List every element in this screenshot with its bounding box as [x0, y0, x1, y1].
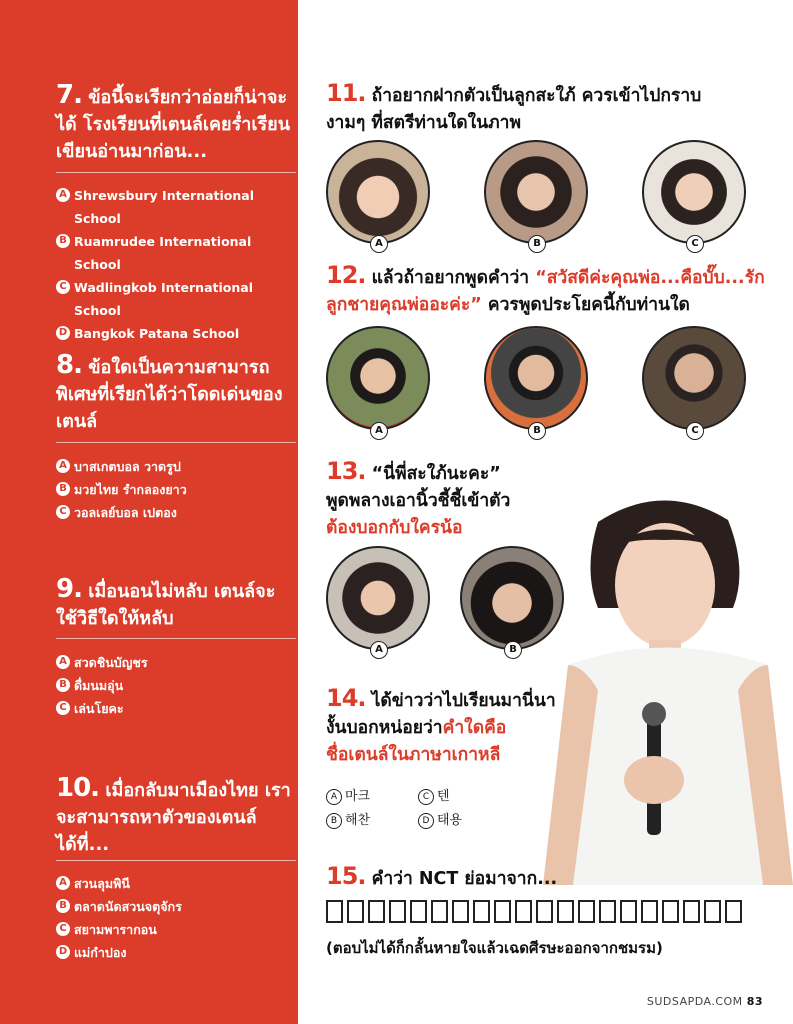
answer-box[interactable] — [515, 900, 532, 923]
question-9 — [56, 576, 291, 632]
photo-woman-b — [484, 140, 588, 244]
question-quote: “สวัสดีค่ะคุณพ่อ...คือบั๊บ...รักลูกชายคุณพ่ออะค่ะ” — [326, 268, 765, 315]
question-number: 13. — [326, 457, 366, 485]
option-text: มวยไทย รำกลองยาว — [74, 482, 187, 497]
option-text: 해찬 — [345, 813, 371, 828]
question-title: คำว่า NCT ย่อมาจาก... — [371, 869, 558, 889]
answer-box[interactable] — [557, 900, 574, 923]
answer-box[interactable] — [389, 900, 406, 923]
question-line: งั้นบอกหน่อยว่า — [326, 718, 443, 738]
answer-box[interactable] — [725, 900, 742, 923]
question-title: เมื่อนอนไม่หลับ เตนล์จะใช้วิธีใดให้หลับ — [56, 581, 276, 629]
option-letter: D — [418, 813, 434, 829]
option-letter: B — [56, 678, 70, 692]
option — [56, 501, 296, 524]
option-text: Ruamrudee International School — [74, 234, 252, 272]
option-letter: D — [56, 945, 70, 959]
option-text: 태용 — [437, 813, 463, 828]
question-title: ถ้าอยากฝากตัวเป็นลูกสะใภ้ ควรเข้าไปกราบงามๆ ที่สตรีท่านใดในภาพ — [326, 86, 702, 133]
question-number: 10. — [56, 773, 100, 803]
question-15-note: (ตอบไม่ได้ก็กลั้นหายใจแล้วเฉดศีรษะออกจากชมรม) — [326, 939, 663, 957]
question-7 — [56, 82, 291, 165]
option — [326, 785, 370, 805]
answer-label: B — [528, 235, 546, 253]
question-11 — [326, 80, 736, 137]
site-name: SUDSAPDA.COM — [646, 995, 743, 1008]
divider — [56, 172, 296, 173]
options-7 — [56, 184, 296, 345]
question-number: 9. — [56, 574, 82, 604]
photo-man-b — [484, 326, 588, 430]
options-10 — [56, 872, 296, 964]
option — [418, 809, 462, 829]
question-15 — [326, 863, 746, 893]
options-9 — [56, 651, 296, 720]
page-number: 83 — [746, 995, 763, 1008]
question-number: 14. — [326, 684, 366, 712]
answer-label: C — [686, 235, 704, 253]
option-text: แม่กำปอง — [74, 945, 127, 960]
options-8 — [56, 455, 296, 524]
option — [56, 941, 296, 964]
answer-label: C — [686, 422, 704, 440]
question-line: พูดพลางเอานิ้วชี้ชี้เข้าตัว — [326, 491, 511, 511]
option — [56, 184, 296, 230]
answer-box[interactable] — [368, 900, 385, 923]
question-title: เมื่อกลับมาเมืองไทย เราจะสามารถหาตัวของเตนล์ได้ที่... — [56, 780, 291, 855]
answer-box[interactable] — [704, 900, 721, 923]
option — [56, 872, 296, 895]
option-letter: A — [56, 459, 70, 473]
option-text: เล่นโยคะ — [74, 701, 124, 716]
question-title: ข้อใดเป็นความสามารถพิเศษที่เรียกได้ว่าโดดเด่นของเตนล์ — [56, 357, 283, 432]
answer-box[interactable] — [410, 900, 427, 923]
answer-label: A — [370, 641, 388, 659]
question-line-highlight: คำใดคือ — [442, 718, 507, 738]
answer-box[interactable] — [662, 900, 679, 923]
option-letter: A — [56, 188, 70, 202]
option-letter: B — [56, 899, 70, 913]
photo-boy-a — [326, 326, 430, 430]
option — [56, 276, 296, 322]
option-text: ดื่มนมอุ่น — [74, 678, 124, 693]
option — [326, 809, 370, 829]
option-text: สวนลุมพินี — [74, 876, 130, 891]
option-text: ตลาดนัดสวนจตุจักร — [74, 899, 182, 914]
page-footer — [647, 995, 763, 1008]
option — [56, 455, 296, 478]
question-number: 15. — [326, 862, 366, 890]
option-letter: C — [56, 701, 70, 715]
answer-box[interactable] — [494, 900, 511, 923]
option-text: สยามพารากอน — [74, 922, 157, 937]
option-text: บาสเกตบอล วาดรูป — [74, 459, 181, 474]
answer-label: A — [370, 422, 388, 440]
answer-box[interactable] — [683, 900, 700, 923]
option — [56, 322, 296, 345]
option — [56, 230, 296, 276]
option-text: วอลเลย์บอล เปตอง — [74, 505, 177, 520]
option — [56, 651, 296, 674]
question-14 — [326, 685, 566, 769]
option — [56, 918, 296, 941]
question-number: 12. — [326, 261, 366, 289]
answer-label: A — [370, 235, 388, 253]
option-text: สวดชินบัญชร — [74, 655, 148, 670]
question-text-end: ควรพูดประโยคนี้กับท่านใด — [487, 295, 690, 315]
option-letter: A — [56, 876, 70, 890]
option-letter: D — [56, 326, 70, 340]
option-letter: B — [326, 813, 342, 829]
question-number: 8. — [56, 350, 82, 380]
answer-boxes — [326, 900, 742, 923]
option — [56, 697, 296, 720]
question-12 — [326, 262, 766, 319]
option-text: Shrewsbury International School — [74, 188, 255, 226]
answer-box[interactable] — [326, 900, 343, 923]
divider — [56, 860, 296, 861]
answer-label: B — [504, 641, 522, 659]
option — [56, 674, 296, 697]
option-text: Bangkok Patana School — [74, 326, 240, 341]
option-letter: A — [56, 655, 70, 669]
answer-box[interactable] — [347, 900, 364, 923]
option — [56, 895, 296, 918]
question-number: 11. — [326, 79, 366, 107]
option-letter: C — [56, 922, 70, 936]
answer-box[interactable] — [641, 900, 658, 923]
option-letter: A — [326, 789, 342, 805]
left-column — [0, 0, 298, 1024]
answer-box[interactable] — [452, 900, 469, 923]
answer-box[interactable] — [431, 900, 448, 923]
question-line-highlight: ต้องบอกกับใครน้อ — [326, 518, 463, 538]
option-letter: B — [56, 482, 70, 496]
option — [56, 478, 296, 501]
question-10 — [56, 775, 291, 858]
option-letter: C — [56, 280, 70, 294]
photo-performer — [543, 490, 793, 885]
divider — [56, 442, 296, 443]
question-title: ข้อนี้จะเรียกว่าอ่อยก็น่าจะได้ โรงเรียนที่เตนล์เคยร่ำเรียนเขียนอ่านมาก่อน... — [56, 87, 291, 162]
option-text: Wadlingkob International School — [74, 280, 253, 318]
question-line: ได้ข่าวว่าไปเรียนมานี่นา — [371, 691, 556, 711]
photo-girl-a — [326, 546, 430, 650]
option-text: 텐 — [437, 789, 450, 804]
answer-box[interactable] — [578, 900, 595, 923]
answer-box[interactable] — [473, 900, 490, 923]
option-letter: C — [418, 789, 434, 805]
divider — [56, 638, 296, 639]
option-letter: C — [56, 505, 70, 519]
question-8 — [56, 352, 291, 435]
photo-woman-hanbok — [326, 140, 430, 244]
question-line-highlight: ชื่อเตนล์ในภาษาเกาหลี — [326, 745, 501, 765]
answer-box[interactable] — [620, 900, 637, 923]
question-text: แล้วถ้าอยากพูดคำว่า — [371, 268, 530, 288]
answer-box[interactable] — [599, 900, 616, 923]
question-number: 7. — [56, 80, 82, 110]
option-text: 마크 — [345, 789, 371, 804]
option-letter: B — [56, 234, 70, 248]
answer-box[interactable] — [536, 900, 553, 923]
photo-woman-c — [642, 140, 746, 244]
option — [418, 785, 450, 805]
answer-label: B — [528, 422, 546, 440]
question-line: “นี่พี่สะใภ้นะคะ” — [371, 464, 501, 484]
photo-man-c — [642, 326, 746, 430]
